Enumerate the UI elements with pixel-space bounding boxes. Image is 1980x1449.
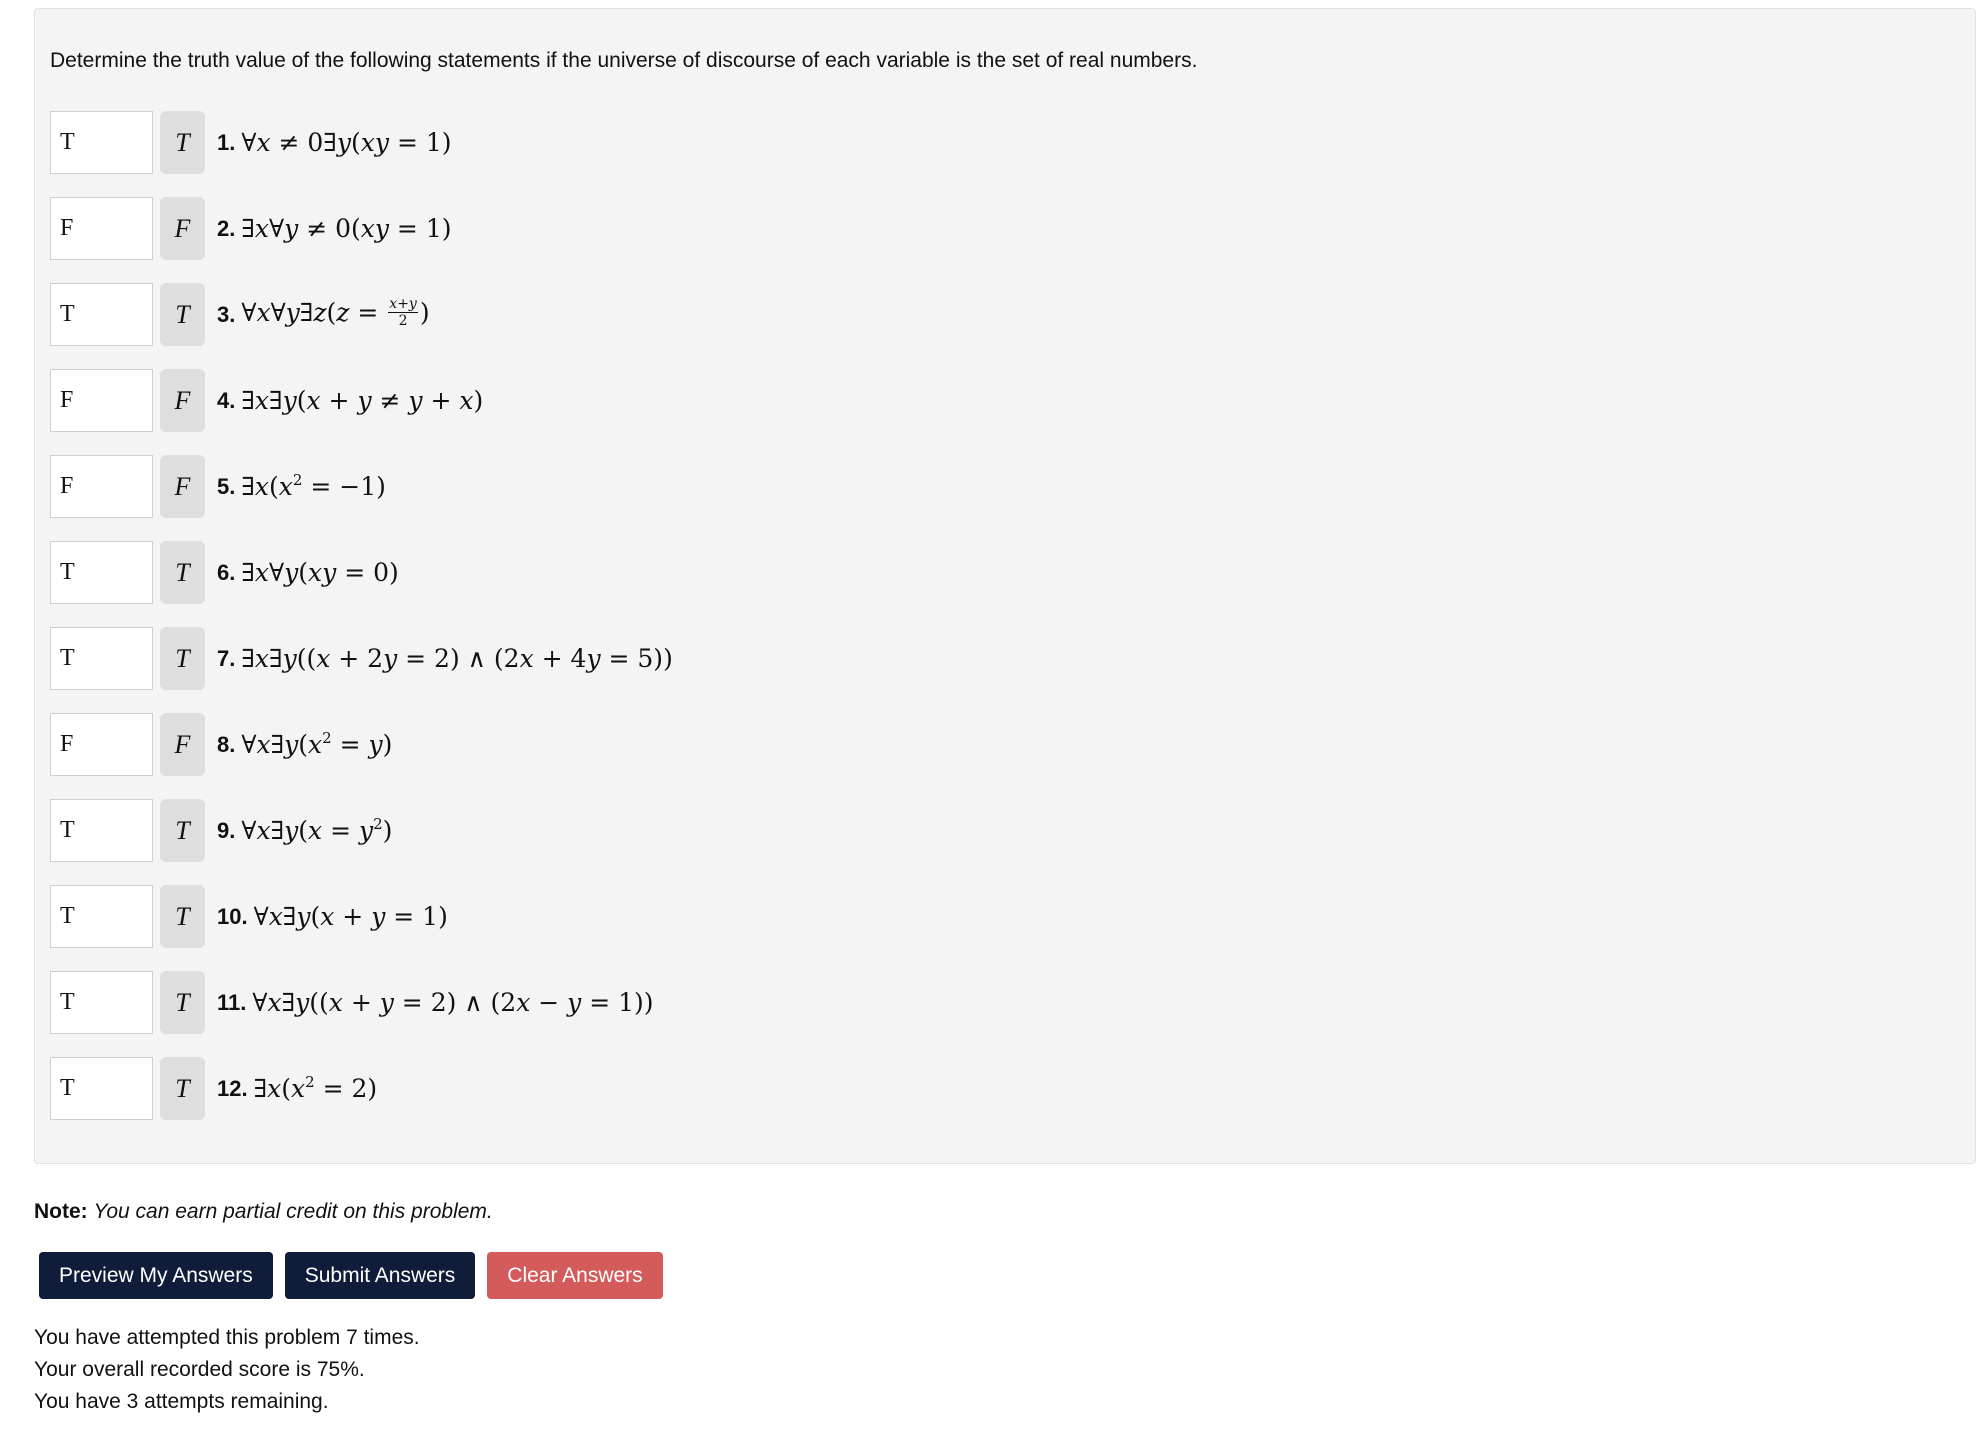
answer-input-5[interactable]	[50, 455, 153, 518]
statement-number-4: 4.	[217, 387, 236, 413]
statement-11	[217, 971, 654, 1034]
statement-7	[217, 627, 673, 690]
statement-12	[217, 1057, 377, 1120]
statement-number-8: 8.	[217, 731, 236, 757]
statement-10	[217, 885, 448, 948]
answer-preview-1: T	[160, 111, 205, 174]
answer-preview-9: T	[160, 799, 205, 862]
action-buttons	[39, 1252, 663, 1299]
answer-preview-3: T	[160, 283, 205, 346]
partial-credit-note	[34, 1200, 493, 1224]
statement-6	[217, 541, 399, 604]
answer-preview-8: F	[160, 713, 205, 776]
attempt-status	[34, 1322, 420, 1418]
answer-preview-4: F	[160, 369, 205, 432]
statement-1	[217, 111, 452, 174]
statement-number-12: 12.	[217, 1075, 248, 1101]
formula-1: ∀x ≠ 0∃y(xy = 1)	[241, 128, 452, 157]
formula-11: ∀x∃y((x + y = 2) ∧ (2x − y = 1))	[252, 988, 654, 1017]
statement-number-1: 1.	[217, 129, 236, 155]
statement-number-5: 5.	[217, 473, 236, 499]
formula-4: ∃x∃y(x + y ≠ y + x)	[241, 386, 484, 415]
statement-number-11: 11.	[217, 989, 247, 1015]
problem-row-3	[50, 283, 673, 369]
answer-preview-6: T	[160, 541, 205, 604]
statement-3	[217, 283, 430, 346]
statement-number-6: 6.	[217, 559, 236, 585]
answer-input-12[interactable]	[50, 1057, 153, 1120]
statement-number-10: 10.	[217, 903, 248, 929]
problem-row-8	[50, 713, 673, 799]
formula-3: ∀x∀y∃z(z = $\frac{x+y}{2}$ )	[241, 296, 430, 329]
problem-row-10	[50, 885, 673, 971]
problem-row-9	[50, 799, 673, 885]
fraction-x-plus-y-over-2: $\frac{x+y}{2}$	[389, 296, 417, 329]
answer-input-7[interactable]	[50, 627, 153, 690]
statement-number-3: 3.	[217, 301, 236, 327]
statement-number-9: 9.	[217, 817, 236, 843]
answer-input-9[interactable]	[50, 799, 153, 862]
statement-2	[217, 197, 451, 260]
answer-input-1[interactable]	[50, 111, 153, 174]
problem-panel	[34, 8, 1976, 1164]
instructions-text: Determine the truth value of the following statements if the universe of discourse of each variable is the set of real numbers.	[50, 49, 1198, 72]
answer-input-3[interactable]	[50, 283, 153, 346]
formula-8: $\forall x\exists y(x^2 = y)$	[241, 729, 393, 759]
problem-row-2	[50, 197, 673, 283]
answer-preview-11: T	[160, 971, 205, 1034]
problem-list	[50, 111, 673, 1143]
answer-input-11[interactable]	[50, 971, 153, 1034]
note-text: You can earn partial credit on this problem.	[93, 1200, 493, 1223]
statement-4	[217, 369, 483, 432]
answer-preview-5: F	[160, 455, 205, 518]
formula-7: ∃x∃y((x + 2y = 2) ∧ (2x + 4y = 5))	[241, 644, 673, 673]
attempts-remaining-text: You have 3 attempts remaining.	[34, 1390, 329, 1413]
formula-10: ∀x∃y(x + y = 1)	[253, 902, 448, 931]
formula-2: ∃x∀y ≠ 0(xy = 1)	[241, 214, 452, 243]
clear-answers-button[interactable]: Clear Answers	[487, 1252, 662, 1299]
note-label: Note:	[34, 1200, 88, 1223]
statement-9	[217, 799, 392, 862]
statement-number-7: 7.	[217, 645, 236, 671]
statement-number-2: 2.	[217, 215, 236, 241]
statement-8	[217, 713, 392, 776]
problem-row-12	[50, 1057, 673, 1143]
attempts-count-text: You have attempted this problem 7 times.	[34, 1326, 420, 1349]
formula-5: $\exists x(x^2 = -1)$	[241, 471, 386, 501]
answer-preview-12: T	[160, 1057, 205, 1120]
problem-row-1	[50, 111, 673, 197]
problem-row-5	[50, 455, 673, 541]
formula-6: ∃x∀y(xy = 0)	[241, 558, 399, 587]
answer-preview-7: T	[160, 627, 205, 690]
answer-preview-2: F	[160, 197, 205, 260]
problem-row-4	[50, 369, 673, 455]
problem-row-11	[50, 971, 673, 1057]
answer-preview-10: T	[160, 885, 205, 948]
answer-input-6[interactable]	[50, 541, 153, 604]
recorded-score-text: Your overall recorded score is 75%.	[34, 1358, 365, 1381]
answer-input-4[interactable]	[50, 369, 153, 432]
preview-answers-button[interactable]: Preview My Answers	[39, 1252, 273, 1299]
formula-12: $\exists x(x^2 = 2)$	[253, 1073, 378, 1103]
answer-input-2[interactable]	[50, 197, 153, 260]
answer-input-10[interactable]	[50, 885, 153, 948]
formula-9: ∀x∃y(x = $y^2$)	[241, 815, 393, 845]
problem-row-7	[50, 627, 673, 713]
submit-answers-button[interactable]: Submit Answers	[285, 1252, 476, 1299]
answer-input-8[interactable]	[50, 713, 153, 776]
statement-5	[217, 455, 386, 518]
problem-row-6	[50, 541, 673, 627]
